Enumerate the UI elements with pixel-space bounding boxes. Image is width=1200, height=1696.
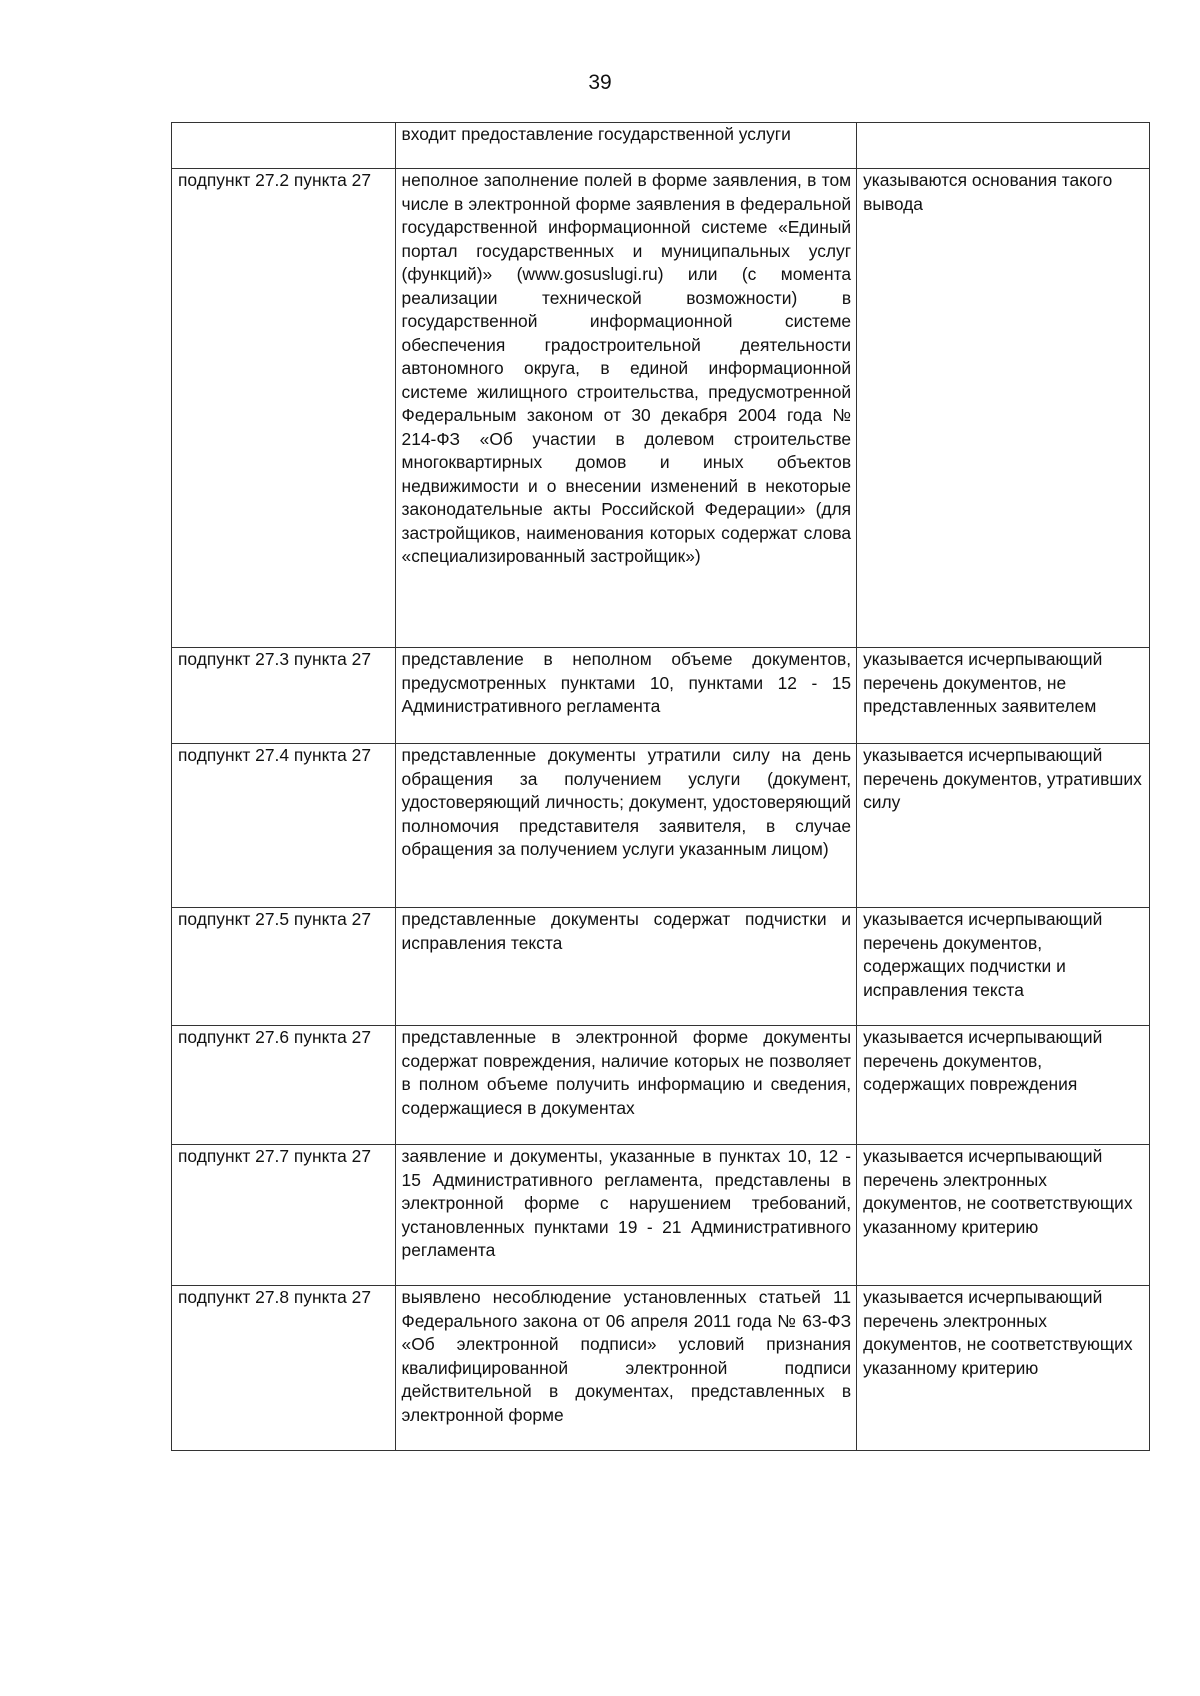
description-cell: представленные в электронной форме документы содержат повреждения, наличие которых не позволяет в полном объеме получить информацию и сведения, содержащиеся в документах bbox=[395, 1026, 857, 1145]
table-row bbox=[172, 123, 1150, 169]
explanation-cell: указывается исчерпывающий перечень документов, утративших силу bbox=[857, 744, 1150, 908]
ground-cell: подпункт 27.8 пункта 27 bbox=[172, 1286, 396, 1451]
explanation-cell bbox=[857, 123, 1150, 169]
table-row bbox=[172, 744, 1150, 908]
ground-cell: подпункт 27.4 пункта 27 bbox=[172, 744, 396, 908]
explanation-cell: указывается исчерпывающий перечень электронных документов, не соответствующих указанному критерию bbox=[857, 1145, 1150, 1286]
description-cell: заявление и документы, указанные в пунктах 10, 12 - 15 Административного регламента, представлены в электронной форме с нарушением требований, установленных пунктами 19 - 21 Административного регламента bbox=[395, 1145, 857, 1286]
refusal-grounds-table bbox=[171, 122, 1150, 1451]
explanation-cell: указываются основания такого вывода bbox=[857, 169, 1150, 648]
table-row bbox=[172, 1286, 1150, 1451]
ground-cell: подпункт 27.6 пункта 27 bbox=[172, 1026, 396, 1145]
explanation-cell: указывается исчерпывающий перечень документов, содержащих подчистки и исправления текста bbox=[857, 908, 1150, 1026]
description-cell: входит предоставление государственной услуги bbox=[395, 123, 857, 169]
table-row bbox=[172, 648, 1150, 744]
explanation-cell: указывается исчерпывающий перечень документов, содержащих повреждения bbox=[857, 1026, 1150, 1145]
description-cell: представленные документы содержат подчистки и исправления текста bbox=[395, 908, 857, 1026]
description-cell: представление в неполном объеме документов, предусмотренных пунктами 10, пунктами 12 - 15 Административного регламента bbox=[395, 648, 857, 744]
description-cell: представленные документы утратили силу на день обращения за получением услуги (документ, удостоверяющий личность; документ, удостоверяющий полномочия представителя заявителя, в случае обращения за получением услуги указанным лицом) bbox=[395, 744, 857, 908]
ground-cell bbox=[172, 123, 396, 169]
ground-cell: подпункт 27.2 пункта 27 bbox=[172, 169, 396, 648]
ground-cell: подпункт 27.5 пункта 27 bbox=[172, 908, 396, 1026]
description-cell: неполное заполнение полей в форме заявления, в том числе в электронной форме заявления в федеральной государственной информационной системе «Единый портал государственных и муниципальных услуг (функций)» (www.gosuslugi.ru) или (с момента реализации технической возможности) в государственной информационной системе обеспечения градостроительной деятельности автономного округа, в единой информационной системе жилищного строительства, предусмотренной Федеральным законом от 30 декабря 2004 года № 214-ФЗ «Об участии в долевом строительстве многоквартирных домов и иных объектов недвижимости и о внесении изменений в некоторые законодательные акты Российской Федерации» (для застройщиков, наименования которых содержат слова «специализированный застройщик») bbox=[395, 169, 857, 648]
table-row bbox=[172, 169, 1150, 648]
explanation-cell: указывается исчерпывающий перечень электронных документов, не соответствующих указанному критерию bbox=[857, 1286, 1150, 1451]
explanation-cell: указывается исчерпывающий перечень документов, не представленных заявителем bbox=[857, 648, 1150, 744]
ground-cell: подпункт 27.7 пункта 27 bbox=[172, 1145, 396, 1286]
description-cell: выявлено несоблюдение установленных статьей 11 Федерального закона от 06 апреля 2011 года № 63-ФЗ «Об электронной подписи» условий признания квалифицированной электронной подписи действительной в документах, представленных в электронной форме bbox=[395, 1286, 857, 1451]
table-row bbox=[172, 1026, 1150, 1145]
page-number: 39 bbox=[588, 71, 612, 94]
table-row bbox=[172, 908, 1150, 1026]
ground-cell: подпункт 27.3 пункта 27 bbox=[172, 648, 396, 744]
table-row bbox=[172, 1145, 1150, 1286]
